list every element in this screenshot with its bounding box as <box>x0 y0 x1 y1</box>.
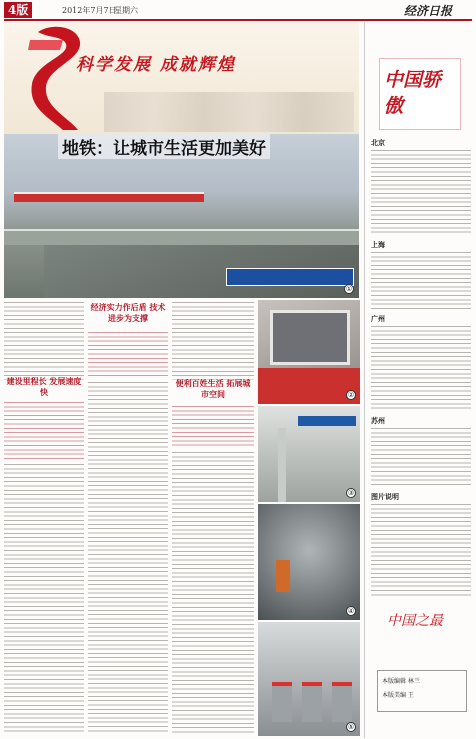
issue-date: 2012年7月7日 <box>62 6 117 15</box>
photo-tunnel <box>258 504 360 620</box>
banner-slogan: 科学发展 成就辉煌 <box>76 55 236 75</box>
elevated-train <box>14 192 204 202</box>
column-title-box <box>379 58 461 130</box>
issue-weekday: 星期六 <box>114 6 138 15</box>
station-sign <box>298 416 356 426</box>
article-col-1a <box>4 300 84 380</box>
caption-title: 图片说明 <box>371 492 399 501</box>
ticket-gate-c <box>332 682 352 722</box>
sidebar-city-1: 北京 <box>371 138 385 147</box>
sidebar <box>364 22 474 738</box>
tunnel-worker <box>276 560 290 592</box>
headline: 地铁：让城市生活更加美好 <box>58 134 270 159</box>
banner <box>4 22 359 134</box>
article-col-3a <box>172 300 254 380</box>
photo-cab <box>258 300 360 404</box>
ribbon-icon <box>8 22 98 132</box>
sidebar-city-3: 广州 <box>371 314 385 323</box>
sidebar-city-4: 苏州 <box>371 416 385 425</box>
article-lead-2 <box>88 330 168 376</box>
road-sign <box>226 268 354 286</box>
article-col-2 <box>88 380 168 734</box>
ticket-gate-a <box>272 682 292 722</box>
sidebar-text-3 <box>371 324 471 412</box>
photo-number-5: ⑤ <box>347 723 355 731</box>
edition-number: 4版 <box>4 2 32 18</box>
photo-number-4: ④ <box>347 607 355 615</box>
header-rule <box>4 19 472 21</box>
lead-photo <box>4 134 359 298</box>
station-pillar <box>278 428 286 502</box>
article-col-1b <box>4 462 84 734</box>
train-window <box>270 310 350 365</box>
subhead-1: 建设里程长 发展速度快 <box>6 376 82 397</box>
photo-gates <box>258 622 360 736</box>
sidebar-text-4 <box>371 426 471 486</box>
train-front <box>258 368 360 404</box>
photo-station <box>258 406 360 502</box>
city-skyline <box>104 92 354 132</box>
sidebar-text-1 <box>371 148 471 236</box>
photo-number-2: ② <box>347 391 355 399</box>
sidebar-city-2: 上海 <box>371 240 385 249</box>
subhead-3: 便利百姓生活 拓展城市空间 <box>175 378 251 399</box>
editor-line-1: 本版编辑 林兰 <box>382 678 420 685</box>
sidebar-text-2 <box>371 250 471 310</box>
caption-text <box>371 502 471 596</box>
photo-number-1: ① <box>345 285 353 293</box>
editor-line-2: 本版美编 王 <box>382 692 414 699</box>
photo-number-3: ③ <box>347 489 355 497</box>
column-title: 中国骄傲 <box>384 69 442 117</box>
subhead-2: 经济实力作后盾 技术进步为支撑 <box>90 302 166 323</box>
paper-name: 经济日报 <box>404 4 453 18</box>
article-lead-1 <box>4 400 84 460</box>
viaduct <box>4 229 359 245</box>
editor-box <box>377 670 467 712</box>
bottom-title: 中国之最 <box>387 613 443 629</box>
ticket-gate-b <box>302 682 322 722</box>
article-col-3b <box>172 450 254 734</box>
article-lead-3 <box>172 404 254 448</box>
